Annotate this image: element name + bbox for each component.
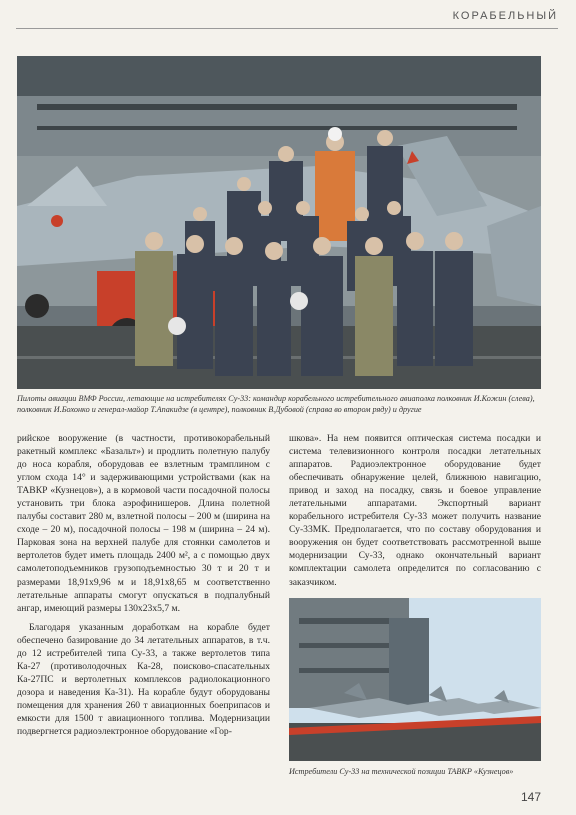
page-number: 147 [520,790,541,804]
left-column [17,432,270,738]
main-photo-caption: Пилоты авиации ВМФ России, летающие на истребителях Су-33: командир корабельного истребительного авиаполка полковник И.Кожин (слева), полковник И.Бохонко и генерал-майор Т.Апакидзе (в центре), полковник В.Дубовой (справа во втором ряду) и другие [17,394,535,414]
right-column [289,432,541,589]
deck-aircraft-illustration [289,598,541,761]
pilots-group-photo [17,56,541,389]
deck-aircraft-photo [289,598,541,761]
right-paragraph-1: шкова». На нем появится оптическая система посадки и система телевизионного контроля посадки летательных аппаратов. Радиоэлектронное оборудование будет обеспечивать обнаружение целей, ближнюю навигацию, привод и заход на посадку, связь и боевое управление летательными аппаратами. Экспортный вариант корабельного истребителя Су-33 может получить название Су-33МК. Предполагается, что по составу оборудования и вооружения он будет соответствовать рассмотренной выше модернизации Су-33, однако окончательный вариант комплектации самолета определится по согласованию с заказчиком. [289,433,541,588]
left-paragraph-2: Благодаря указанным доработкам на корабле будет обеспечено базирование до 34 летательных аппаратов, в т.ч. до 12 истребителей типа Су-33, а также вертолетов типа Ка-27 (противолодочных Ка-28, поисково-спасательных Ка-27ПС и вертолетных комплексов радиолокационного дозора и наведения Ка-31). На корабле будут оборудованы помещения для хранения 260 т авиационных боеприпасов и емкости для 1500 т авиационного топлива. Модернизации подвергнется радиоэлектронное оборудование «Гор- [17,621,270,738]
pilots-group-illustration [17,56,541,389]
header-rule [16,28,558,29]
left-paragraph-1: рийское вооружение (в частности, противокорабельный ракетный комплекс «Базальт») и продлить полетную палубу до носа корабля, оборудовав ее взлетным трамплином с углом схода 14° и задерживающими устройствами (как на ТАВКР «Кузнецов»), а в кормовой части посадочной полосы установить три блока аэрофинишеров. Длина полетной палубы составит 280 м, взлетной полосы – 200 м (ширина на сходе – 20 м), посадочной полосы – 198 м (ширина – 24 м). Парковая зона на верхней палубе для стоянки самолетов и вертолетов будет иметь площадь 2400 м², а с помощью двух самолетоподъемников грузоподъемностью 30 т и 20 т и размерами 18,91х9,96 м и 18,91х8,65 м соответственно летательные аппараты смогут опускаться в подпалубный ангар, имеющий размеры 130х23х5,7 м. [17,433,270,614]
deck-photo-caption: Истребители Су-33 на технической позиции ТАВКР «Кузнецов» [289,767,514,776]
section-title: КОРАБЕЛЬНЫЙ [452,10,558,22]
